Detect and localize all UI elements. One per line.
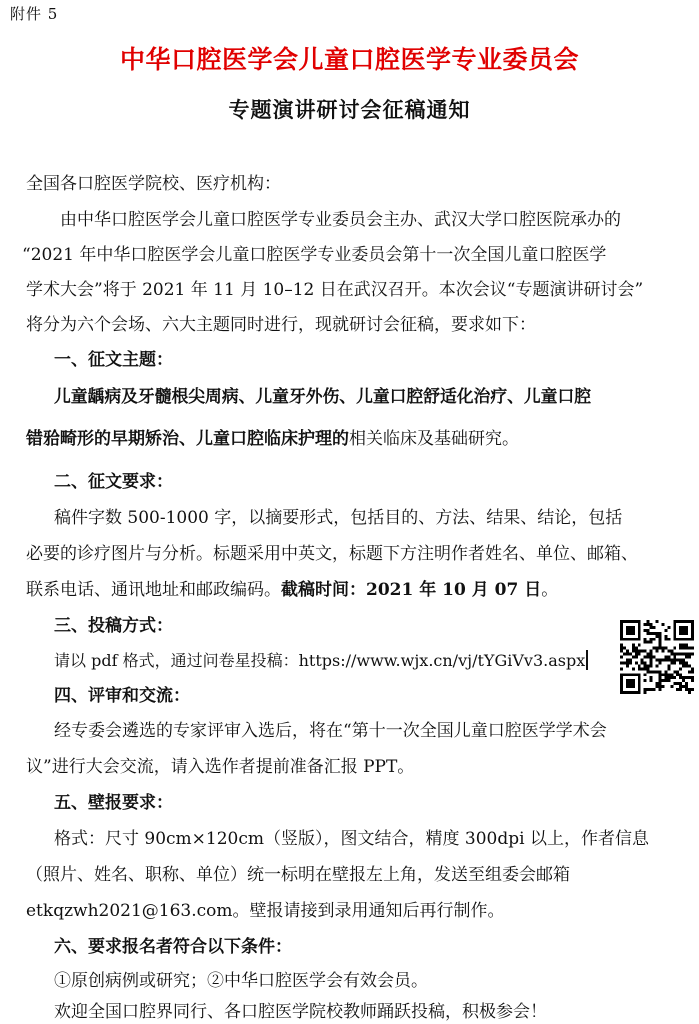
section-5-line-1: 格式：尺寸 90cm×120cm（竖版），图文结合，精度 300dpi 以上，作者信息 bbox=[54, 829, 649, 849]
section-6-heading: 六、要求报名者符合以下条件： bbox=[54, 937, 292, 957]
contact-info-text: 联系电话、通讯地址和邮政编码。 bbox=[26, 580, 281, 600]
deadline-text: 截稿时间：2021 年 10 月 07 日 bbox=[281, 580, 542, 600]
section-2-line-3 bbox=[26, 578, 558, 602]
text-cursor bbox=[586, 650, 588, 670]
annex-label: 附件 5 bbox=[10, 5, 59, 23]
intro-line-1: 由中华口腔医学会儿童口腔医学专业委员会主办、武汉大学口腔医院承办的 bbox=[60, 210, 621, 230]
topic-bold-text-2: 畸形的早期矫治、儿童口腔临床护理的 bbox=[60, 429, 349, 449]
section-5-line-3: etkqzwh2021@163.com。壁报请接到录用通知后再行制作。 bbox=[26, 901, 505, 921]
salutation: 全国各口腔医学院校、医疗机构： bbox=[26, 174, 281, 194]
deadline-end: 。 bbox=[541, 580, 559, 600]
section-2-line-1: 稿件字数 500-1000 字，以摘要形式，包括目的、方法、结果、结论，包括 bbox=[54, 508, 623, 528]
occlusion-char: 𬌗 bbox=[43, 429, 60, 449]
topic-normal-text: 相关临床及基础研究。 bbox=[349, 429, 519, 449]
document-title: 专题演讲研讨会征稿通知 bbox=[228, 97, 471, 122]
section-4-heading: 四、评审和交流： bbox=[54, 686, 190, 706]
section-2-line-2: 必要的诊疗图片与分析。标题采用中英文，标题下方注明作者姓名、单位、邮箱、 bbox=[26, 544, 638, 564]
section-1-line-1: 儿童龋病及牙髓根尖周病、儿童牙外伤、儿童口腔舒适化治疗、儿童口腔 bbox=[54, 386, 592, 406]
section-6-line-1: ①原创病例或研究；②中华口腔医学会有效会员。 bbox=[54, 971, 428, 991]
submission-line bbox=[54, 649, 588, 673]
intro-line-2: “2021 年中华口腔医学会儿童口腔医学专业委员会第十一次全国儿童口腔医学 bbox=[22, 245, 607, 265]
section-1-heading: 一、征文主题： bbox=[54, 350, 173, 370]
topic-bold-text: 错 bbox=[26, 429, 43, 449]
closing-line: 欢迎全国口腔界同行、各口腔医学院校教师踊跃投稿，积极参会！ bbox=[54, 1002, 547, 1022]
qr-code-icon bbox=[620, 620, 694, 694]
section-5-line-2: （照片、姓名、职称、单位）统一标明在壁报左上角，发送至组委会邮箱 bbox=[26, 865, 570, 885]
submission-url-text[interactable]: 请以 pdf 格式，通过问卷星投稿：https://www.wjx.cn/vj/tYGiVv3.aspx bbox=[54, 651, 586, 670]
section-2-heading: 二、征文要求： bbox=[54, 472, 173, 492]
organization-title: 中华口腔医学会儿童口腔医学专业委员会 bbox=[119, 45, 579, 74]
section-4-line-2: 议”进行大会交流，请入选作者提前准备汇报 PPT。 bbox=[26, 757, 415, 777]
section-1-line-2 bbox=[26, 427, 519, 451]
intro-line-3: 学术大会”将于 2021 年 11 月 10–12 日在武汉召开。本次会议“专题演讲研讨会” bbox=[26, 280, 644, 300]
section-5-heading: 五、壁报要求： bbox=[54, 793, 173, 813]
section-4-line-1: 经专委会遴选的专家评审入选后，将在“第十一次全国儿童口腔医学学术会 bbox=[54, 721, 607, 741]
section-3-heading: 三、投稿方式： bbox=[54, 616, 173, 636]
intro-line-4: 将分为六个会场、六大主题同时进行，现就研讨会征稿，要求如下： bbox=[26, 315, 536, 335]
